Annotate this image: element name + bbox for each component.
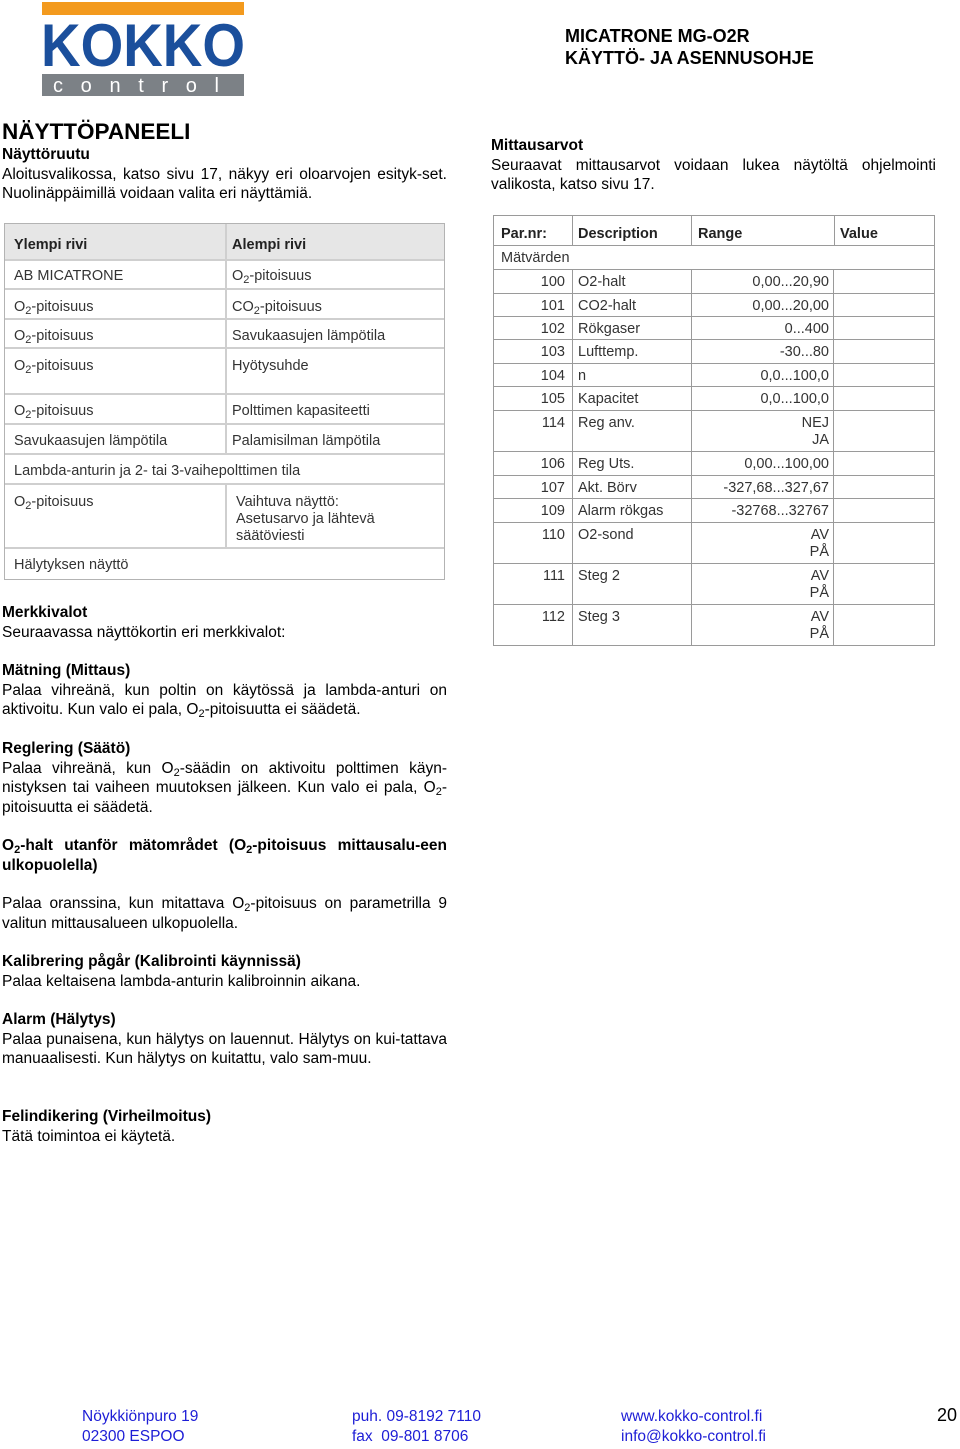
row8-upper: $O_2$-pitoisuus	[14, 494, 94, 512]
footer-phone-block	[352, 1407, 481, 1446]
felindikering-text: Tätä toimintoa ei käytetä.	[2, 1127, 176, 1145]
reglering-block	[2, 739, 447, 817]
row5-upper: $O_2$-pitoisuus	[14, 403, 94, 421]
header-doc-type: KÄYTTÖ- JA ASENNUSOHJE	[565, 47, 814, 68]
param-header-value: Value	[840, 226, 878, 242]
row3-upper: $O_2$-pitoisuus	[14, 328, 94, 346]
matning-text: Palaa vihreänä, kun poltin on käytössä ja lambda-anturi on aktivoitu. Kun valo ei pala, $O_2$-pitoisuutta ei säädetä.	[2, 681, 447, 720]
parameter-table: Par.nr: Description Range Value Mätvärden 100 O2-halt 0,00...20,90 101 CO2-halt 0,00...20,00 102 Rökgaser 0...400 103 Lufttemp. -30...80 104 n 0,0...100,0 105 Kapacitet 0,0...100,0 114 Reg anv. NEJ JA 106 Reg Uts. 0,00...100,00 107 Akt. Börv -327,68...327,67 109 Alarm rökgas -32768...32767 110 O2-sond AV PÅ 111 Steg 2 AV PÅ 112 Steg 3 AV PÅ	[493, 215, 935, 646]
display-menu-block	[2, 145, 447, 204]
header-lower-row: Alempi rivi	[232, 237, 307, 253]
row5-lower: Polttimen kapasiteetti	[232, 403, 370, 419]
row8-lower: Vaihtuva näyttö: Asetusarvo ja lähtevä säätöviesti	[236, 494, 375, 544]
header-upper-row: Ylempi rivi	[14, 237, 88, 253]
measurements-heading: Mittausarvot	[491, 137, 584, 154]
kalibrering-text: Palaa keltaisena lambda-anturin kalibroinnin aikana.	[2, 972, 361, 990]
kalibrering-heading: Kalibrering pågår (Kalibrointi käynnissä)	[2, 953, 301, 970]
alarm-block	[2, 1010, 447, 1069]
matning-heading: Mätning (Mittaus)	[2, 662, 131, 679]
alarm-heading: Alarm (Hälytys)	[2, 1011, 116, 1028]
param-header-range: Range	[698, 226, 743, 242]
reglering-heading: Reglering (Säätö)	[2, 740, 131, 757]
page-number: 20	[937, 1405, 958, 1425]
footer-street: Nöykkiönpuro 19	[82, 1408, 199, 1425]
o2-halt-block	[2, 836, 447, 933]
footer-web-block	[621, 1407, 766, 1446]
footer-address	[82, 1407, 198, 1446]
logo-subtitle-strip	[42, 74, 244, 96]
indicators-block	[2, 603, 447, 642]
row4-upper: $O_2$-pitoisuus	[14, 358, 94, 376]
alarm-text: Palaa punaisena, kun hälytys on lauennut. Hälytys on kui-tattava manuaalisesti. Kun hälytys on kuitattu, valo sam-muu.	[2, 1030, 447, 1067]
footer-fax: fax 09-801 8706	[352, 1427, 469, 1445]
measurements-block	[491, 136, 936, 195]
footer-web-link[interactable]: www.kokko-control.fi	[621, 1408, 763, 1425]
param-header-description: Description	[578, 226, 658, 242]
document-header	[565, 26, 814, 69]
reglering-text: Palaa vihreänä, kun $O_2$-säädin on aktivoitu polttimen käyn-nistyksen tai vaiheen muutoksen jälkeen. Kun valo ei pala, $O_2$-pitoisuutta ei säädetä.	[2, 759, 447, 816]
measurements-text: Seuraavat mittausarvot voidaan lukea näytöltä ohjelmointi valikosta, katso sivu 17.	[491, 156, 936, 193]
row6-upper: Savukaasujen lämpötila	[14, 433, 168, 449]
matning-block	[2, 661, 447, 720]
row1-upper: AB MICATRONE	[14, 268, 124, 284]
company-logo	[40, 2, 246, 96]
row2-lower: $CO_2$-pitoisuus	[232, 299, 322, 317]
row2-upper: $O_2$-pitoisuus	[14, 299, 94, 317]
row6-lower: Palamisilman lämpötila	[232, 433, 381, 449]
footer-phone: puh. 09-8192 7110	[352, 1408, 481, 1425]
logo-wordmark	[40, 16, 246, 72]
logo-wordmark-text: KOKKO	[41, 16, 245, 72]
row1-lower: $O_2$-pitoisuus	[232, 268, 312, 286]
section-title: NÄYTTÖPANEELI	[2, 119, 191, 144]
felindikering-heading: Felindikering (Virheilmoitus)	[2, 1108, 211, 1125]
display-rows-table	[4, 223, 445, 580]
footer-postal: 02300 ESPOO	[82, 1427, 185, 1445]
logo-subtitle-text: control	[53, 75, 233, 96]
header-product: MICATRONE MG-O2R	[565, 26, 750, 46]
row3-lower: Savukaasujen lämpötila	[232, 328, 386, 344]
o2-halt-text: Palaa oranssina, kun mitattava $O_2$-pitoisuus on parametrilla 9 valitun mittausalueen ulkopuolella.	[2, 895, 447, 932]
param-header-nr: Par.nr:	[501, 226, 547, 242]
kalibrering-block	[2, 952, 447, 991]
param-group-label: Mätvärden	[501, 250, 570, 266]
display-menu-text: Aloitusvalikossa, katso sivu 17, näkyy eri oloarvojen esityk-set. Nuolinäppäimillä voidaan valita eri näyttämiä.	[2, 165, 447, 202]
row7-full: Lambda-anturin ja 2- tai 3-vaihepolttimen tila	[14, 463, 301, 479]
display-menu-heading: Näyttöruutu	[2, 146, 90, 163]
indicators-text: Seuraavassa näyttökortin eri merkkivalot:	[2, 623, 286, 641]
felindikering-block	[2, 1107, 447, 1146]
footer-email-link[interactable]: info@kokko-control.fi	[621, 1427, 766, 1445]
indicators-heading: Merkkivalot	[2, 604, 88, 621]
logo-orange-bar	[42, 2, 244, 15]
row9-full: Hälytyksen näyttö	[14, 557, 129, 573]
o2-halt-heading: $O_2$-halt utanför mätområdet ($O_2$-pitoisuus mittausalu-een ulkopuolella)	[2, 837, 448, 874]
row4-lower: Hyötysuhde	[232, 358, 309, 374]
